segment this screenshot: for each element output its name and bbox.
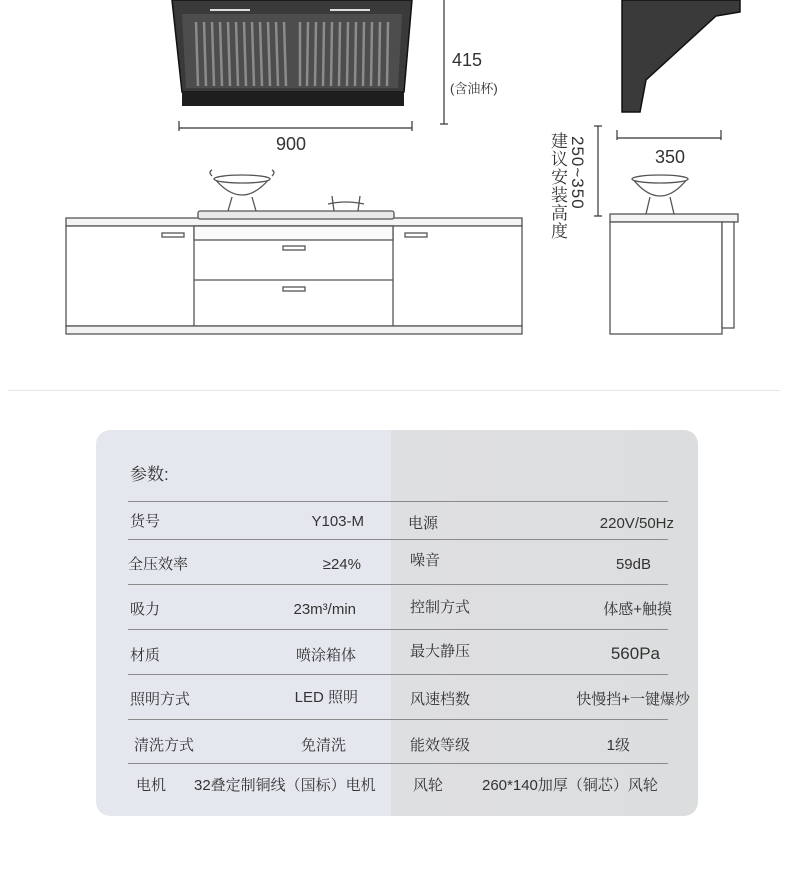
spec-card (96, 430, 698, 816)
spec-label: 噪音 (410, 552, 441, 569)
gas-stove-icon (198, 170, 394, 219)
spec-value: 1级 (606, 737, 630, 754)
installation-drawing (0, 0, 790, 360)
spec-label: 风轮 (413, 777, 444, 794)
spec-value: 23m³/min (293, 601, 356, 618)
row-divider (128, 719, 668, 720)
hood-height-note: (含油杯) (450, 81, 498, 96)
spec-label: 照明方式 (130, 691, 191, 708)
spec-label: 风速档数 (410, 691, 471, 708)
spec-label: 电机 (136, 777, 167, 794)
spec-value: 32叠定制铜线（国标）电机 (194, 777, 376, 794)
spec-value: 喷涂箱体 (295, 647, 356, 664)
row-divider (128, 629, 668, 630)
spec-label: 材质 (130, 647, 161, 664)
spec-label: 控制方式 (410, 599, 471, 616)
spec-value: 220V/50Hz (599, 515, 674, 532)
height-dimension-line (440, 0, 448, 124)
spec-value: Y103-M (311, 513, 364, 530)
row-divider (128, 763, 668, 764)
spec-label: 清洗方式 (134, 737, 195, 754)
row-divider (128, 501, 668, 502)
cabinet-front (66, 218, 522, 334)
spec-value: 260*140加厚（铜芯）风轮 (482, 777, 658, 794)
spec-title: 参数: (130, 465, 169, 484)
spec-label: 货号 (130, 513, 161, 530)
cabinet-side (610, 175, 738, 334)
spec-value: LED 照明 (294, 689, 358, 706)
hood-width-value: 900 (276, 134, 307, 154)
row-divider (128, 584, 668, 585)
spec-value: 免清洗 (300, 737, 346, 754)
width-dimension-line (179, 121, 412, 131)
spec-value: 快慢挡+一键爆炒 (576, 691, 690, 708)
range-hood-front (172, 0, 412, 106)
row-divider (128, 674, 668, 675)
range-hood-side (622, 0, 740, 112)
spec-label: 最大静压 (410, 643, 471, 660)
depth-value: 350 (655, 147, 686, 167)
spec-value: ≥24% (322, 556, 361, 573)
install-height-dimension-line (594, 126, 602, 216)
spec-value: 体感+触摸 (603, 601, 672, 618)
spec-label: 电源 (408, 515, 439, 532)
section-divider (8, 390, 780, 391)
install-height-range: 250~350 (568, 136, 587, 210)
install-height-label: 建议安装高度 (548, 132, 567, 240)
spec-label: 全压效率 (128, 556, 189, 573)
hood-height-value: 415 (452, 50, 483, 70)
spec-label: 吸力 (130, 601, 161, 618)
row-divider (128, 539, 668, 540)
spec-label: 能效等级 (410, 737, 471, 754)
spec-value: 560Pa (610, 644, 660, 663)
spec-value: 59dB (615, 556, 651, 573)
depth-dimension-line (617, 130, 721, 140)
